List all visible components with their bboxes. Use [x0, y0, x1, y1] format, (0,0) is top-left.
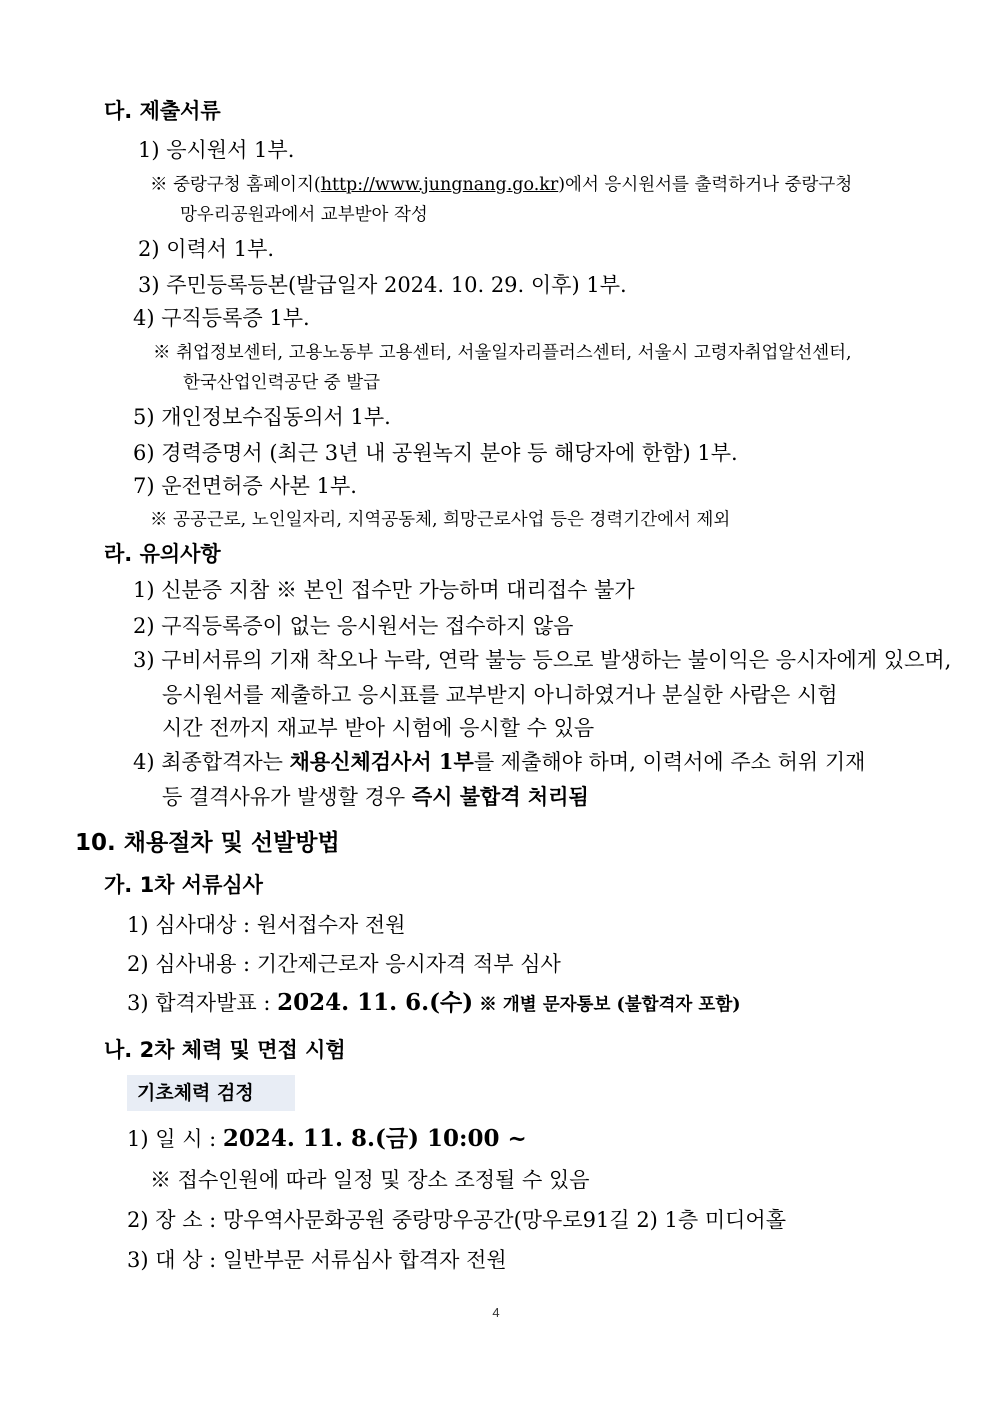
- notice-3-cont2: 시간 전까지 재교부 받아 시험에 응시할 수 있음: [162, 716, 595, 740]
- fitness-test-box: 기초체력 검정: [127, 1075, 295, 1111]
- review-announcement: 3) 합격자발표 : 2024. 11. 6.(수) ※ 개별 문자통보 (불합격자 포함): [127, 989, 741, 1016]
- notice-4-cont: 등 결격사유가 발생할 경우 즉시 불합격 처리됨: [162, 784, 589, 809]
- test-datetime-note: ※ 접수인원에 따라 일정 및 장소 조정될 수 있음: [150, 1168, 590, 1192]
- heading-ra: 라. 유의사항: [104, 542, 221, 566]
- item-3: 3) 주민등록등본(발급일자 2024. 10. 29. 이후) 1부.: [138, 273, 627, 297]
- item-2: 2) 이력서 1부.: [138, 237, 275, 261]
- heading-na: 나. 2차 체력 및 면접 시험: [104, 1038, 346, 1062]
- item-6: 6) 경력증명서 (최근 3년 내 공원녹지 분야 등 해당자에 한함) 1부.: [133, 441, 738, 465]
- item-4-note-cont: 한국산업인력공단 중 발급: [183, 373, 381, 393]
- test-datetime: 1) 일 시 : 2024. 11. 8.(금) 10:00 ~: [127, 1125, 527, 1152]
- disqualify-emphasis: 즉시 불합격 처리됨: [411, 784, 589, 809]
- test-date: 2024. 11. 8.(금) 10:00 ~: [222, 1125, 527, 1152]
- health-check-emphasis: 채용신체검사서 1부: [289, 749, 474, 774]
- review-content: 2) 심사내용 : 기간제근로자 응시자격 적부 심사: [127, 952, 561, 976]
- notice-3: 3) 구비서류의 기재 착오나 누락, 연락 불능 등으로 발생하는 불이익은 응시자에게 있으며,: [133, 648, 952, 672]
- heading-10: 10. 채용절차 및 선발방법: [75, 830, 340, 856]
- test-target: 3) 대 상 : 일반부문 서류심사 합격자 전원: [127, 1248, 507, 1272]
- heading-ga: 가. 1차 서류심사: [104, 873, 263, 897]
- item-1-note: ※ 중랑구청 홈페이지(http://www.jungnang.go.kr)에서 응시원서를 출력하거나 중랑구청: [150, 175, 853, 195]
- review-target: 1) 심사대상 : 원서접수자 전원: [127, 913, 406, 937]
- item-4: 4) 구직등록증 1부.: [133, 306, 310, 330]
- test-location: 2) 장 소 : 망우역사문화공원 중랑망우공간(망우로91길 2) 1층 미디어홀: [127, 1208, 787, 1232]
- item-1-note-cont: 망우리공원과에서 교부받아 작성: [180, 205, 428, 225]
- notice-4: 4) 최종합격자는 채용신체검사서 1부를 제출해야 하며, 이력서에 주소 허위 기재: [133, 749, 866, 774]
- item-7-note: ※ 공공근로, 노인일자리, 지역공동체, 희망근로사업 등은 경력기간에서 제외: [150, 510, 731, 530]
- item-5: 5) 개인정보수집동의서 1부.: [133, 405, 391, 429]
- page-number: 4: [492, 1305, 500, 1320]
- heading-da: 다. 제출서류: [104, 99, 221, 123]
- notice-2: 2) 구직등록증이 없는 응시원서는 접수하지 않음: [133, 614, 574, 638]
- announcement-note: ※ 개별 문자통보 (불합격자 포함): [473, 995, 741, 1015]
- homepage-link[interactable]: http://www.jungnang.go.kr: [320, 175, 559, 195]
- item-1: 1) 응시원서 1부.: [138, 138, 295, 162]
- notice-1: 1) 신분증 지참 ※ 본인 접수만 가능하며 대리접수 불가: [133, 578, 635, 602]
- item-7: 7) 운전면허증 사본 1부.: [133, 474, 357, 498]
- notice-3-cont: 응시원서를 제출하고 응시표를 교부받지 아니하였거나 분실한 사람은 시험: [162, 683, 838, 707]
- announcement-date: 2024. 11. 6.(수): [277, 989, 474, 1016]
- item-4-note: ※ 취업정보센터, 고용노동부 고용센터, 서울일자리플러스센터, 서울시 고령자취업알선센터,: [153, 343, 852, 363]
